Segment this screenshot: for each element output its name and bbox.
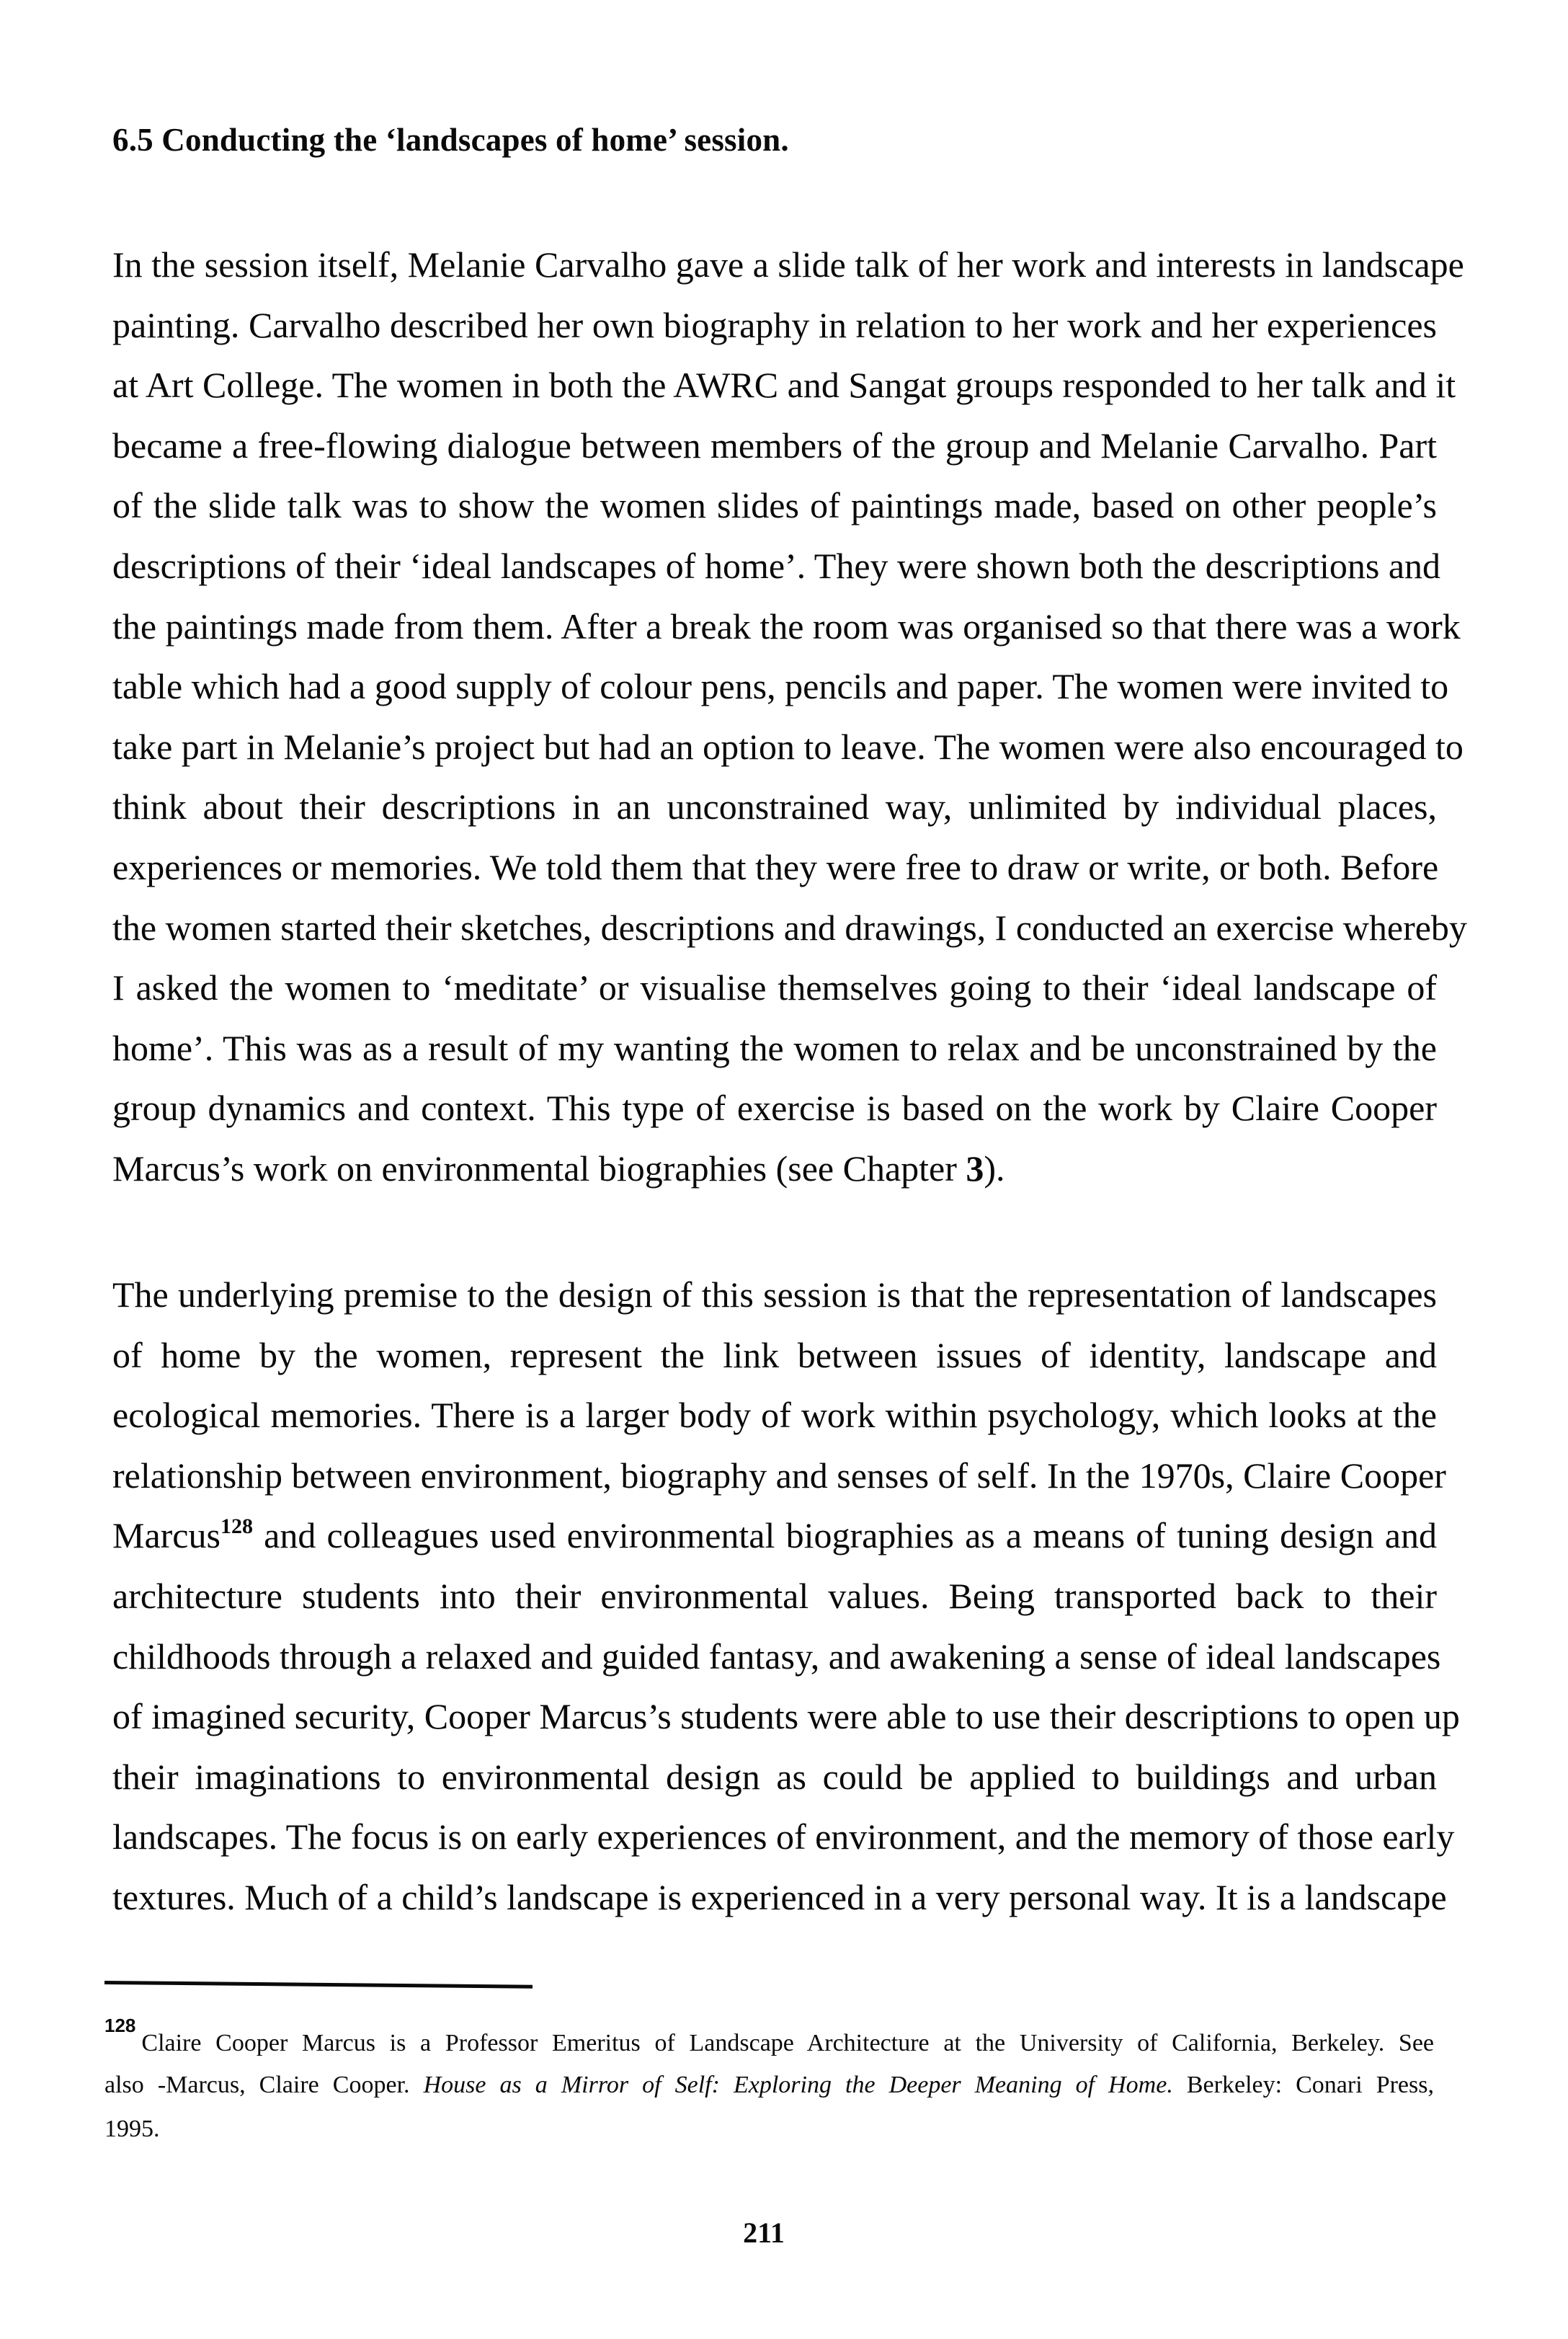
text-line: became a free-flowing dialogue between members of the group and Melanie Carvalho. Part [112, 425, 1437, 466]
text-line: architecture students into their environmental values. Being transported back to their [112, 1575, 1437, 1616]
text-line: table which had a good supply of colour pens, pencils and paper. The women were invited to [112, 666, 1449, 707]
text-line: relationship between environment, biography and senses of self. In the 1970s, Claire Cooper [112, 1455, 1446, 1496]
text-line: of the slide talk was to show the women slides of paintings made, based on other people’s [112, 485, 1437, 526]
text-fragment: and colleagues used environmental biographies as a means of tuning design and [252, 1515, 1437, 1556]
text-line: The underlying premise to the design of this session is that the representation of landscapes [112, 1274, 1437, 1315]
text-line: descriptions of their ‘ideal landscapes of home’. They were shown both the descriptions and [112, 545, 1441, 586]
footnote-128 [104, 2011, 1434, 2151]
text-line: group dynamics and context. This type of exercise is based on the work by Claire Cooper [112, 1088, 1437, 1129]
text-line: painting. Carvalho described her own biography in relation to her work and her experiences [112, 304, 1437, 345]
page-number: 211 [743, 2216, 785, 2249]
text-line: take part in Melanie’s project but had an option to leave. The women were also encouraged to [112, 726, 1464, 767]
footnote-line: 1995. [104, 2116, 160, 2142]
text-line: ecological memories. There is a larger body of work within psychology, which looks at the [112, 1395, 1437, 1436]
chapter-reference: 3 [966, 1148, 984, 1189]
text-line: I asked the women to ‘meditate’ or visualise themselves going to their ‘ideal landscape of [112, 967, 1437, 1008]
text-line: their imaginations to environmental design as could be applied to buildings and urban [112, 1756, 1437, 1797]
text-line: landscapes. The focus is on early experiences of environment, and the memory of those early [112, 1816, 1455, 1858]
text-line: home’. This was as a result of my wanting the women to relax and be unconstrained by the [112, 1027, 1437, 1068]
footnote-text: also -Marcus, Claire Cooper. [104, 2072, 424, 2098]
footnote-line [104, 2011, 1434, 2063]
text-line: childhoods through a relaxed and guided fantasy, and awakening a sense of ideal landscapes [112, 1635, 1441, 1677]
footnote-line [104, 2063, 1434, 2107]
text-line-last [112, 1139, 1437, 1199]
section-heading: 6.5 Conducting the ‘landscapes of home’ session. [112, 122, 789, 158]
text-line: think about their descriptions in an unconstrained way, unlimited by individual places, [112, 786, 1437, 827]
text-line: experiences or memories. We told them that they were free to draw or write, or both. Before [112, 846, 1439, 887]
text-line: of imagined security, Cooper Marcus’s students were able to use their descriptions to open up [112, 1696, 1460, 1737]
text-fragment: ). [984, 1148, 1005, 1189]
text-line: of home by the women, represent the link between issues of identity, landscape and [112, 1334, 1437, 1375]
text-fragment: Marcus’s work on environmental biographies (see Chapter [112, 1148, 966, 1189]
text-line-with-footnote-ref [112, 1506, 1437, 1566]
book-title: House as a Mirror of Self: Exploring the Deeper Meaning of Home. [423, 2072, 1173, 2098]
footnote-text: Berkeley: Conari Press, [1172, 2072, 1434, 2098]
footnote-separator-rule [104, 1981, 533, 1989]
text-line: the women started their sketches, descriptions and drawings, I conducted an exercise whereby [112, 907, 1467, 948]
text-fragment: Marcus [112, 1515, 220, 1556]
footnote-reference-128[interactable]: 128 [220, 1514, 253, 1539]
paragraph-2 [112, 1265, 1460, 1928]
footnote-number: 128 [104, 2015, 136, 2036]
text-line: textures. Much of a child’s landscape is experienced in a very personal way. It is a landscape [112, 1876, 1447, 1917]
footnote-text: Claire Cooper Marcus is a Professor Emeritus of Landscape Architecture at the University of California, Berkeley. See [141, 2030, 1434, 2056]
text-line: at Art College. The women in both the AWRC and Sangat groups responded to her talk and it [112, 365, 1456, 406]
text-line: In the session itself, Melanie Carvalho gave a slide talk of her work and interests in landscape [112, 244, 1464, 285]
paragraph-1 [112, 235, 1467, 1199]
text-line: the paintings made from them. After a break the room was organised so that there was a work [112, 605, 1461, 647]
